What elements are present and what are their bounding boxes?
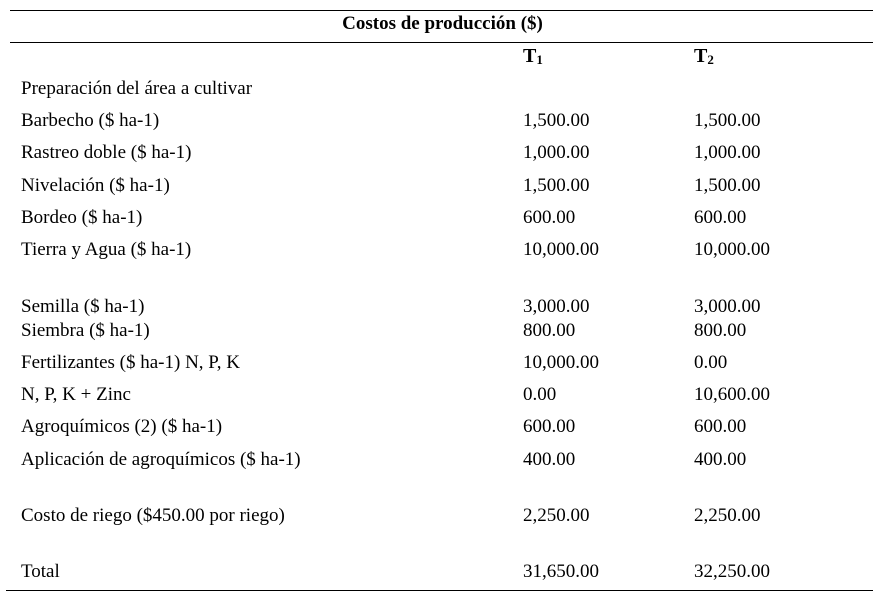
table-row [0,142,885,166]
table-row [0,384,885,408]
cell-t2: 2,250.00 [694,505,761,526]
row-label: Nivelación ($ ha-1) [21,175,170,196]
table-row [0,505,885,529]
cell-t2: 3,000.00 [694,296,761,317]
row-label: Costo de riego ($450.00 por riego) [21,505,285,526]
cell-t2: 0.00 [694,352,728,373]
cell-t1: 3,000.00 [523,296,590,317]
row-label: Fertilizantes ($ ha-1) N, P, K [21,352,240,373]
cell-t2: 10,600.00 [694,384,770,405]
table-row [0,320,885,344]
cell-t1: 2,250.00 [523,505,590,526]
cell-t2: 1,500.00 [694,175,761,196]
table-title: Costos de producción ($) [342,13,543,34]
row-label: Rastreo doble ($ ha-1) [21,142,192,163]
row-label: Siembra ($ ha-1) [21,320,150,341]
cell-t2: 1,500.00 [694,110,761,131]
cell-t1: 1,000.00 [523,142,590,163]
table-row [0,352,885,376]
table-row [0,449,885,473]
cell-t1: 1,500.00 [523,175,590,196]
cell-t1: 1,500.00 [523,110,590,131]
cell-t2: 800.00 [694,320,747,341]
row-label: N, P, K + Zinc [21,384,131,405]
row-label: Preparación del área a cultivar [21,78,253,99]
table-row [0,175,885,199]
row-label: Semilla ($ ha-1) [21,296,145,317]
cell-t1: 0.00 [523,384,557,405]
row-label: Aplicación de agroquímicos ($ ha-1) [21,449,301,470]
cell-t2: 32,250.00 [694,561,770,582]
top-rule [10,10,873,11]
table-row [0,78,885,102]
table-row [0,110,885,134]
bottom-rule [6,590,873,591]
table-row [0,207,885,231]
cell-t1: 800.00 [523,320,576,341]
cell-t2: 600.00 [694,416,747,437]
table-row [0,416,885,440]
row-label: Agroquímicos (2) ($ ha-1) [21,416,223,437]
header-rule [10,42,873,43]
cell-t2: 600.00 [694,207,747,228]
row-label: Tierra y Agua ($ ha-1) [21,239,192,260]
cell-t1: 31,650.00 [523,561,599,582]
table-row [0,296,885,320]
cell-t2: 10,000.00 [694,239,770,260]
row-label: Total [21,561,60,582]
row-label: Barbecho ($ ha-1) [21,110,160,131]
cell-t2: 1,000.00 [694,142,761,163]
cell-t1: 10,000.00 [523,352,599,373]
cell-t1: 400.00 [523,449,576,470]
cell-t2: 400.00 [694,449,747,470]
column-header-t2: $T_2$ [694,45,714,67]
table-row [0,239,885,263]
cell-t1: 10,000.00 [523,239,599,260]
column-header-t1: $T_1$ [523,45,543,67]
cell-t1: 600.00 [523,416,576,437]
row-label: Bordeo ($ ha-1) [21,207,143,228]
cell-t1: 600.00 [523,207,576,228]
table-row [0,561,885,585]
